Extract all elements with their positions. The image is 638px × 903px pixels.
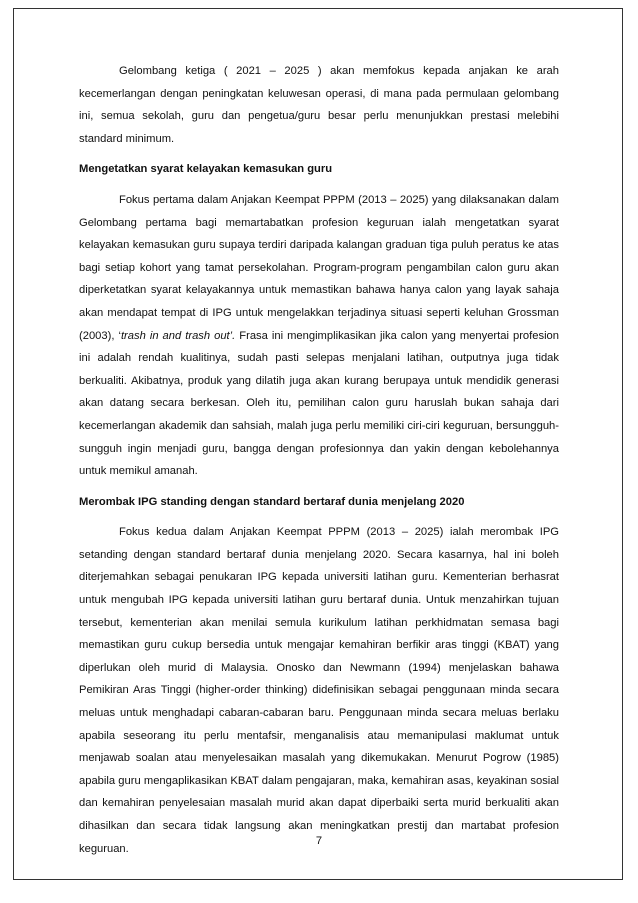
page-number: 7: [315, 835, 323, 847]
quote-trash-in-trash-out: trash in and trash out’.: [120, 329, 236, 342]
document-body: [79, 60, 559, 860]
paragraph-fokus-pertama-part2: Frasa ini mengimplikasikan jika calon yang menyertai profesion ini adalah rendah kualitinya, sudah pasti selepas menjalani latihan, outputnya juga tidak berkualiti. Akibatnya, produk yang dilatih juga akan kurang berupaya untuk mendidik generasi akan datang secara berkesan. Oleh itu, pemilihan calon guru haruslah bukan sahaja dari kecemerlangan akademik dan sahsiah, malah juga perlu memiliki ciri-ciri keguruan, bersungguh-sungguh ingin menjadi guru, bangga dengan profesionnya dan yakin dengan kebolehannya untuk memikul amanah.: [79, 329, 559, 478]
heading-syarat-kelayakan: Mengetatkan syarat kelayakan kemasukan guru: [79, 163, 333, 176]
heading-merombak-ipg: Merombak IPG standing dengan standard bertaraf dunia menjelang 2020: [79, 495, 465, 508]
paragraph-fokus-kedua: Fokus kedua dalam Anjakan Keempat PPPM (2013 – 2025) ialah merombak IPG setanding dengan standard bertaraf dunia menjelang 2020. Secara kasarnya, hal ini boleh diterjemahkan sebagai penukaran IPG kepada universiti latihan guru. Kementerian berhasrat untuk mengubah IPG kepada universiti latihan guru bertaraf dunia. Untuk menzahirkan tujuan tersebut, kementerian akan menilai semula kurikulum latihan perkhidmatan semasa bagi memastikan guru cukup bersedia untuk mengajar kemahiran berfikir aras tinggi (KBAT) yang diperlukan oleh murid di Malaysia. Onosko dan Newmann (1994) menjelaskan bahawa Pemikiran Aras Tinggi (higher-order thinking) didefinisikan sebagai penggunaan minda secara meluas untuk menghadapi cabaran-cabaran baru. Penggunaan minda secara meluas berlaku apabila seseorang itu perlu mentafsir, menganalisis atau memanipulasi maklumat untuk menjawab soalan atau menyelesaikan masalah yang dikemukakan. Menurut Pogrow (1985) apabila guru mengaplikasikan KBAT dalam pengajaran, maka, kemahiran asas, keyakinan sosial dan kemahiran penyelesaian masalah murid akan dapat diperbaiki serta murid berkualiti akan dihasilkan dan secara tidak langsung akan meningkatkan prestij dan martabat profesion keguruan.: [79, 526, 559, 855]
paragraph-gelombang-ketiga: Gelombang ketiga ( 2021 – 2025 ) akan memfokus kepada anjakan ke arah kecemerlangan dengan peningkatan keluwesan operasi, di mana pada permulaan gelombang ini, semua sekolah, guru dan pengetua/guru besar perlu menunjukkan prestasi melebihi standard minimum.: [79, 65, 559, 145]
paragraph-fokus-pertama-part1: Fokus pertama dalam Anjakan Keempat PPPM (2013 – 2025) yang dilaksanakan dalam Gelombang pertama bagi memartabatkan profesion keguruan ialah mengetatkan syarat kelayakan kemasukan guru supaya terdiri daripada kalangan graduan tiga puluh peratus ke atas bagi setiap kohort yang tamat persekolahan. Program-program pengambilan calon guru akan diperketatkan syarat kelayakannya untuk memastikan bahawa hanya calon yang layak sahaja akan mendapat tempat di IPG untuk mengelakkan terjadinya situasi seperti keluhan Grossman (2003), ‘: [79, 193, 559, 342]
paragraph-fokus-pertama: [79, 189, 559, 483]
